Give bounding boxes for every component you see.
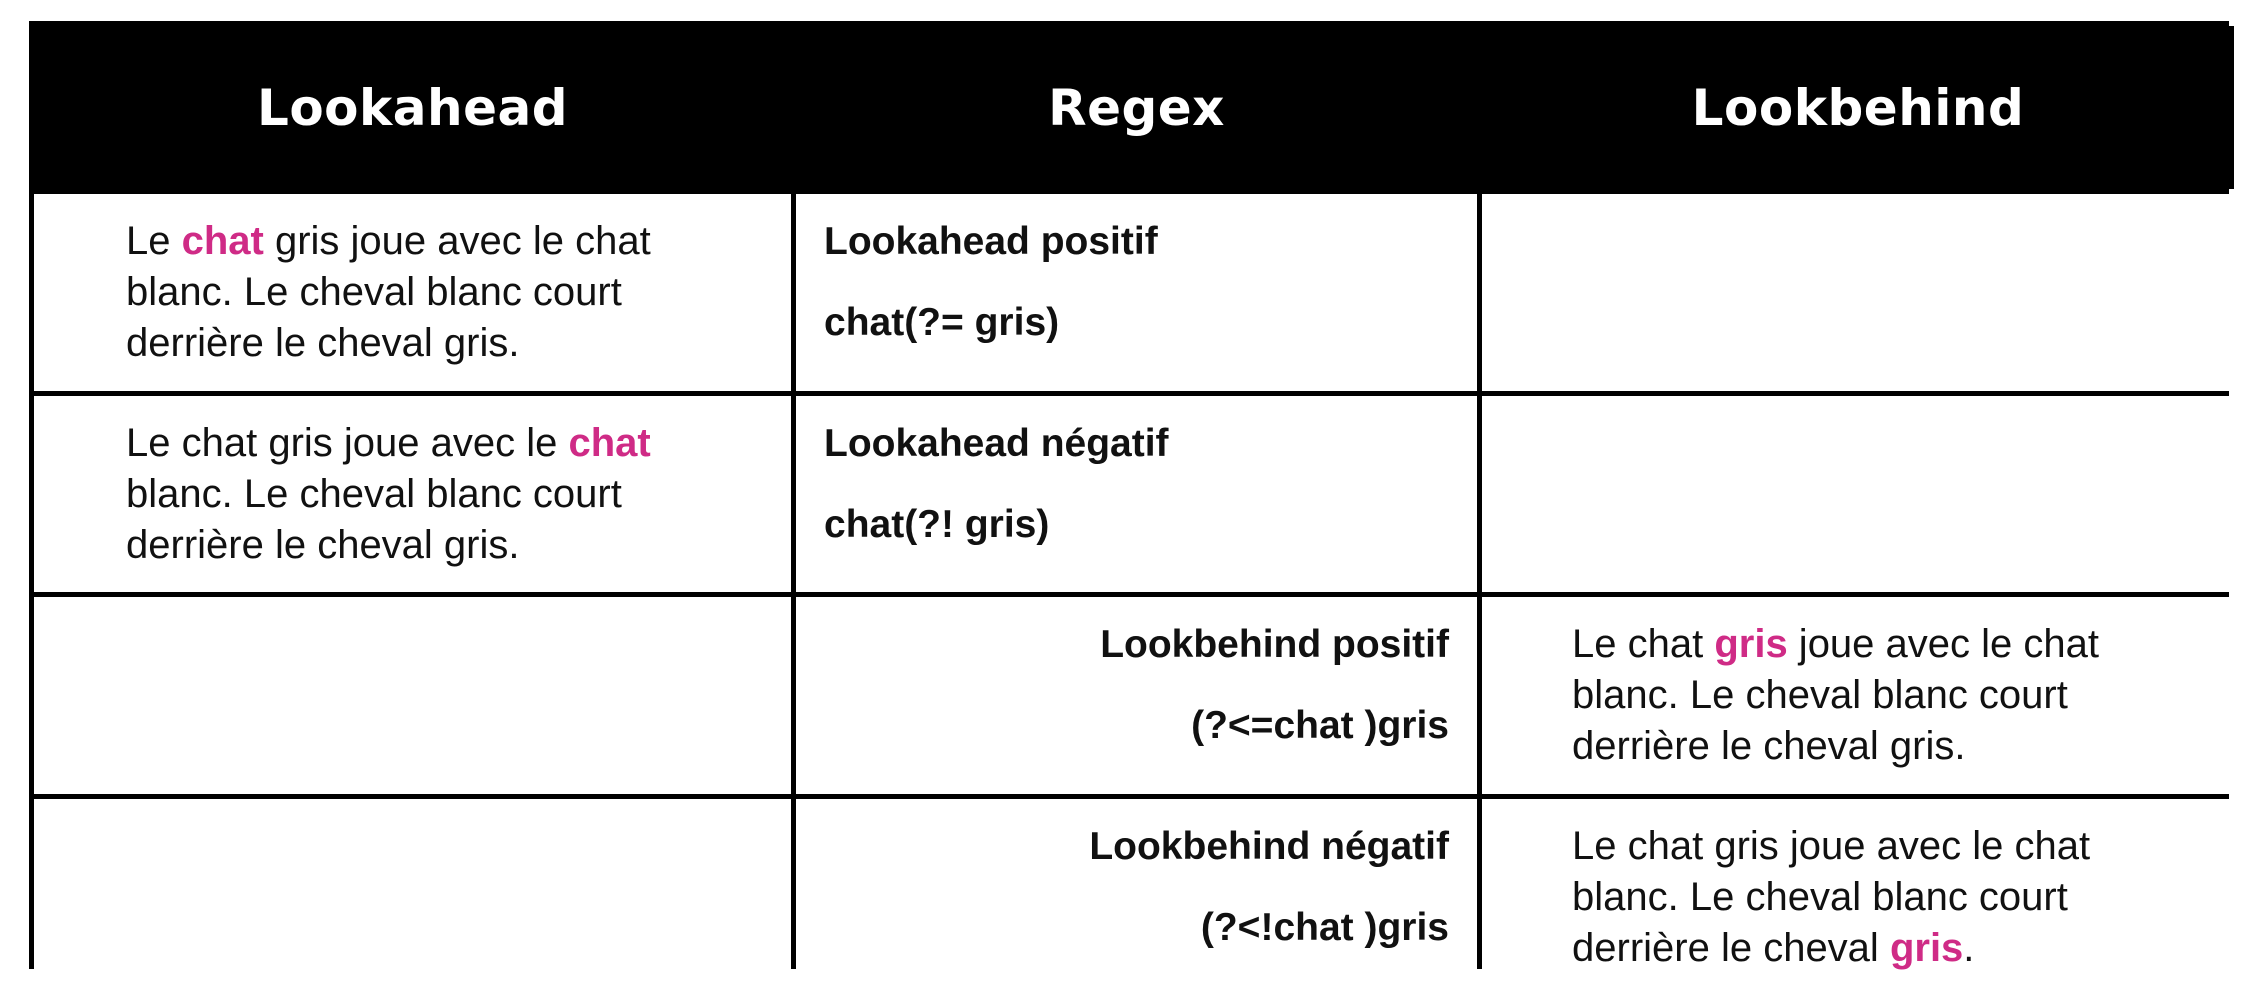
regex-cell-4 <box>796 799 1477 995</box>
regex-name: Lookahead positif <box>824 220 1158 263</box>
regex-lookaround-table <box>29 21 2229 969</box>
sentence-before: Le chat gris joue avec le <box>126 421 569 465</box>
header-lookahead: Lookahead <box>34 26 791 189</box>
sentence-before: Le chat <box>1572 622 1715 666</box>
lookbehind-empty-1 <box>1482 194 2234 391</box>
regex-name: Lookahead négatif <box>824 422 1169 465</box>
header-lookbehind: Lookbehind <box>1482 26 2234 189</box>
regex-cell-1 <box>796 194 1477 391</box>
lookahead-empty-4 <box>34 799 791 995</box>
regex-expression: chat(?! gris) <box>824 503 1050 546</box>
lookbehind-empty-2 <box>1482 396 2234 592</box>
regex-expression: chat(?= gris) <box>824 301 1060 344</box>
lookbehind-example-3 <box>1482 597 2234 794</box>
sentence-highlight: gris <box>1714 622 1788 666</box>
sentence-after: . <box>1963 926 1975 970</box>
regex-name: Lookbehind négatif <box>1089 825 1449 868</box>
sentence-highlight: chat <box>181 219 264 263</box>
sentence-before: Le <box>126 219 182 263</box>
regex-expression: (?<!chat )gris <box>1200 906 1449 949</box>
sentence-after: joue avec le chat blanc. Le cheval blanc court derrière le cheval gris. <box>1572 622 2099 768</box>
sentence-before: Le chat gris joue avec le chat blanc. Le cheval blanc court derrière le cheval <box>1572 824 2091 970</box>
regex-cell-2 <box>796 396 1477 592</box>
sentence-highlight: gris <box>1889 926 1964 970</box>
sentence-after: blanc. Le cheval blanc court derrière le cheval gris. <box>126 472 622 567</box>
lookahead-example-1 <box>34 194 791 391</box>
regex-name: Lookbehind positif <box>1100 623 1449 666</box>
sentence-highlight: chat <box>568 421 651 465</box>
lookahead-example-2 <box>34 396 791 592</box>
sentence-after: gris joue avec le chat blanc. Le cheval blanc court derrière le cheval gris. <box>126 219 651 365</box>
lookahead-empty-3 <box>34 597 791 794</box>
regex-cell-3 <box>796 597 1477 794</box>
header-regex: Regex <box>796 26 1477 189</box>
regex-expression: (?<=chat )gris <box>1191 704 1449 747</box>
lookbehind-example-4 <box>1482 799 2234 995</box>
